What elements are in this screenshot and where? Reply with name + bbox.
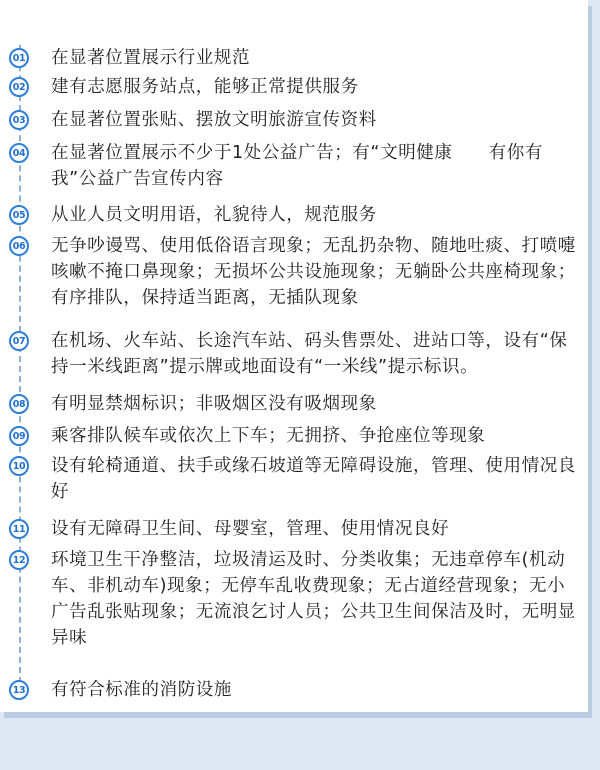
item-text: 建有志愿服务站点，能够正常提供服务 xyxy=(51,77,359,97)
number-badge: 11 xyxy=(9,519,29,539)
number-badge: 02 xyxy=(9,77,29,97)
number-badge: 13 xyxy=(9,680,29,700)
number-badge: 08 xyxy=(9,394,29,414)
number-badge: 05 xyxy=(9,205,29,225)
number-badge: 09 xyxy=(9,426,29,446)
item-text: 从业人员文明用语，礼貌待人，规范服务 xyxy=(51,205,377,225)
number-badge: 03 xyxy=(9,110,29,130)
item-text: 设有轮椅通道、扶手或缘石坡道等无障碍设施，管理、使用情况良好 xyxy=(51,456,576,502)
item-text: 设有无障碍卫生间、母婴室，管理、使用情况良好 xyxy=(51,519,450,539)
number-badge: 12 xyxy=(9,550,29,570)
number-badge: 07 xyxy=(9,331,29,351)
item-text: 在显著位置展示不少于1处公益广告；有“文明健康 有你有我”公益广告宣传内容 xyxy=(51,143,543,189)
item-text: 无争吵谩骂、使用低俗语言现象；无乱扔杂物、随地吐痰、打喷嚏咳嗽不掩口鼻现象；无损坏公共设施现象；无躺卧公共座椅现象；有序排队，保持适当距离，无插队现象 xyxy=(51,236,576,308)
item-text: 环境卫生干净整洁，垃圾清运及时、分类收集；无违章停车(机动车、非机动车)现象；无停车乱收费现象；无占道经营现象；无小广告乱张贴现象；无流浪乞讨人员；公共卫生间保洁及时，无明显异味 xyxy=(51,550,576,648)
item-text: 在显著位置张贴、摆放文明旅游宣传资料 xyxy=(51,110,377,130)
item-text: 在显著位置展示行业规范 xyxy=(51,48,251,68)
item-text: 乘客排队候车或依次上下车；无拥挤、争抢座位等现象 xyxy=(51,426,486,446)
number-badge: 06 xyxy=(9,236,29,256)
number-badge: 01 xyxy=(9,48,29,68)
item-text: 有符合标准的消防设施 xyxy=(51,680,232,700)
item-text: 在机场、火车站、长途汽车站、码头售票处、进站口等，设有“保持一米线距离”提示牌或地面设有“一米线”提示标识。 xyxy=(51,331,568,377)
item-text: 有明显禁烟标识；非吸烟区没有吸烟现象 xyxy=(51,394,377,414)
number-badge: 10 xyxy=(9,456,29,476)
number-badge: 04 xyxy=(9,143,29,163)
